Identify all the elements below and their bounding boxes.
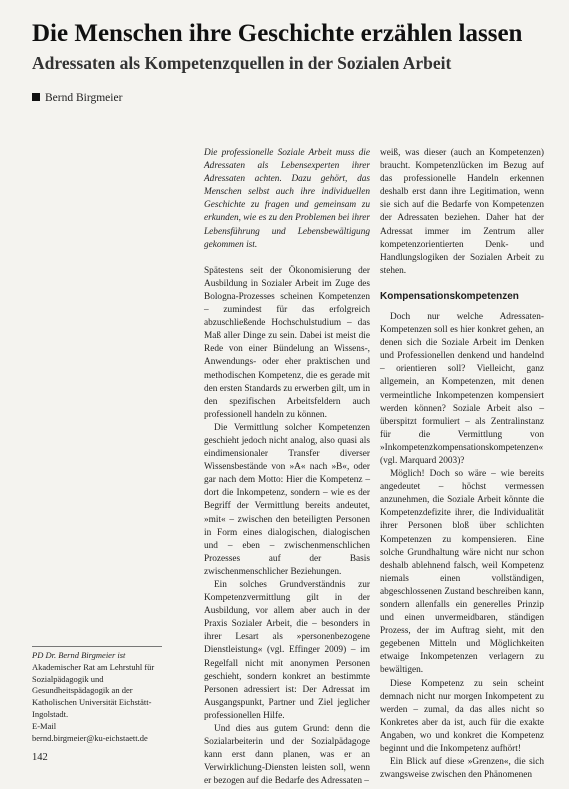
body-paragraph: Doch nur welche Adressaten-Kompetenzen soll es hier konkret gehen, an denen sich die Soziale Arbeit im Denken und Professionellen denkend und handelnd – orientieren soll? Vielleicht, ganz allgemein, an Kompetenzen, mit denen vermeintliche Inkompetenzen kompensiert werden können? Soziale Arbeit also – überspitzt formuliert – als Zentralinstanz für die Vermittlung von »Inkompetenzkompensationskompetenzen« (vgl. Marquard 2003)? — [380, 311, 544, 466]
body-paragraph: Möglich! Doch so wäre – wie bereits angedeutet – höchst vermessen anzunehmen, die Soziale Arbeit könnte die Kompetenzdefizite ihrer, die Individualität ihrer Personen bloß über schlichten Kompetenzen zu kompensieren. Eine solche Grundhaltung wäre nicht nur schon deshalb ablehnend falsch, weil Kompetenz niemals einen vollständigen, abgeschlossenen Zustand beschreiben kann, sondern allenfalls ein generelles Prinzip und einen unvermeidbaren, ständigen Prozess, der im Auftrag sieht, mit den gegebenen Mitteln und Möglichkeiten etwaige Inkompetenzen verlagern zu bewältigen. — [380, 469, 544, 676]
bio-email: bernd.birgmeier@ku-eichstaett.de — [32, 732, 148, 743]
body-column-middle — [204, 147, 370, 789]
author-line — [32, 91, 122, 105]
body-paragraph: Spätestens seit der Ökonomisierung der Ausbildung in Sozialer Arbeit im Zuge des Bologna-Prozesses scheinen Kompetenzen – zumindest für das erfolgreich abzuschließende Hochschulstudium – das Maß aller Dinge zu sein. Dabei ist meist die Rede von einer Bündelung an Wissens-, Anwendungs- oder eher praktischen und methodischen Kompetenz, die es gerade mit den ersten Standards zu erwerben gilt, um in den spezifischen Arbeitsfeldern auch professionell handeln zu können. — [204, 265, 370, 420]
body-column-right — [380, 147, 544, 782]
section-heading: Kompensationskompetenzen — [380, 290, 519, 302]
bio-line: Ingolstadt. — [32, 708, 69, 719]
article-subtitle: Adressaten als Kompetenzquellen in der Sozialen Arbeit — [32, 53, 452, 73]
body-paragraph: Diese Kompetenz zu sein scheint demnach nicht nur morgen Inkompetent zu werden – zumal, da das alles nicht so Konkretes aber da ist, auch für die exakte Angaben, wo und konkret die Kompetenz beginnt und die Inkompetenz aufhört! — [380, 678, 544, 755]
bio-divider — [32, 646, 162, 647]
author-name: Bernd Birgmeier — [45, 92, 123, 104]
bio-line: Katholischen Universität Eichstätt- — [32, 697, 152, 708]
article-title: Die Menschen ihre Geschichte erzählen lassen — [32, 20, 523, 47]
body-paragraph: weiß, was dieser (auch an Kompetenzen) braucht. Kompetenzlücken im Bezug auf das professionelle Handeln erkennen deshalb erst dann ihre Legitimation, wenn sie sich auf die Bedarfe von Kompetenzen der Adressaten beziehen. Daher hat der Adressat immer im Zentrum aller kompetenzorientierten Denk- und Handlungslogiken der Sozialen Arbeit zu stehen. — [380, 148, 544, 276]
square-bullet-icon — [32, 93, 40, 101]
bio-email-label: E-Mail — [32, 720, 57, 731]
page-number: 142 — [32, 752, 48, 763]
body-paragraph: Die Vermittlung solcher Kompetenzen geschieht jedoch nicht analog, also quasi als eindimensionaler Transfer diverser Wissensbestände von »A« nach »B«, oder gar nach dem Motto: Hier die Kompetenz – dort die Inkompetenz, sondern – wie es der Begriff der Vermittlung bereits andeutet, »mit« – zwischen den beteiligten Personen in Form eines dialogischen, dialogischen und – eben – zwischenmenschlichen Prozesses auf der Basis zwischenmenschlicher Beziehungen. — [204, 422, 370, 577]
bio-name: PD Dr. Bernd Birgmeier ist — [32, 650, 126, 660]
author-bio — [32, 646, 172, 744]
body-paragraph: Und dies aus gutem Grund: denn die Sozialarbeiterin und der Sozialpädagoge kann erst dann planen, was er an Verwirklichung-Diensten leisten soll, wenn er bezogen auf die Bedarfe des Adressaten – — [204, 724, 370, 787]
body-paragraph: Ein solches Grundverständnis zur Kompetenzvermittlung gilt in der Ausbildung, vor allem aber auch in der Praxis Sozialer Arbeit, die – besonders in ihrer Lesart als »personenbezogene Dienstleistung« (vgl. Effinger 2009) – im Regelfall nicht mit anonymen Personen geschieht, sondern konkret an bestimmte Personen adressiert ist: Der Adressat im Ausgangspunkt, Partner und Ziel jeglicher professionellen Hilfe. — [204, 580, 370, 721]
lead-paragraph: Die professionelle Soziale Arbeit muss die Adressaten als Lebensexperten ihrer Adressaten achten. Dazu gehört, das Menschen selbst auch ihre individuellen Geschichte zu fragen und gemeinsam zu erkunden, wie es zu den Problemen bei ihrer Lebensführung und Lebensbewältigung gekommen ist. — [204, 148, 370, 250]
bio-line: Gesundheitspädagogik an der — [32, 685, 133, 696]
bio-line: Akademischer Rat am Lehrstuhl für — [32, 661, 155, 672]
bio-line: Sozialpädagogik und — [32, 673, 104, 684]
body-paragraph: Ein Blick auf diese »Grenzen«, die sich zwangsweise zwischen den Phänomenen — [380, 757, 544, 781]
